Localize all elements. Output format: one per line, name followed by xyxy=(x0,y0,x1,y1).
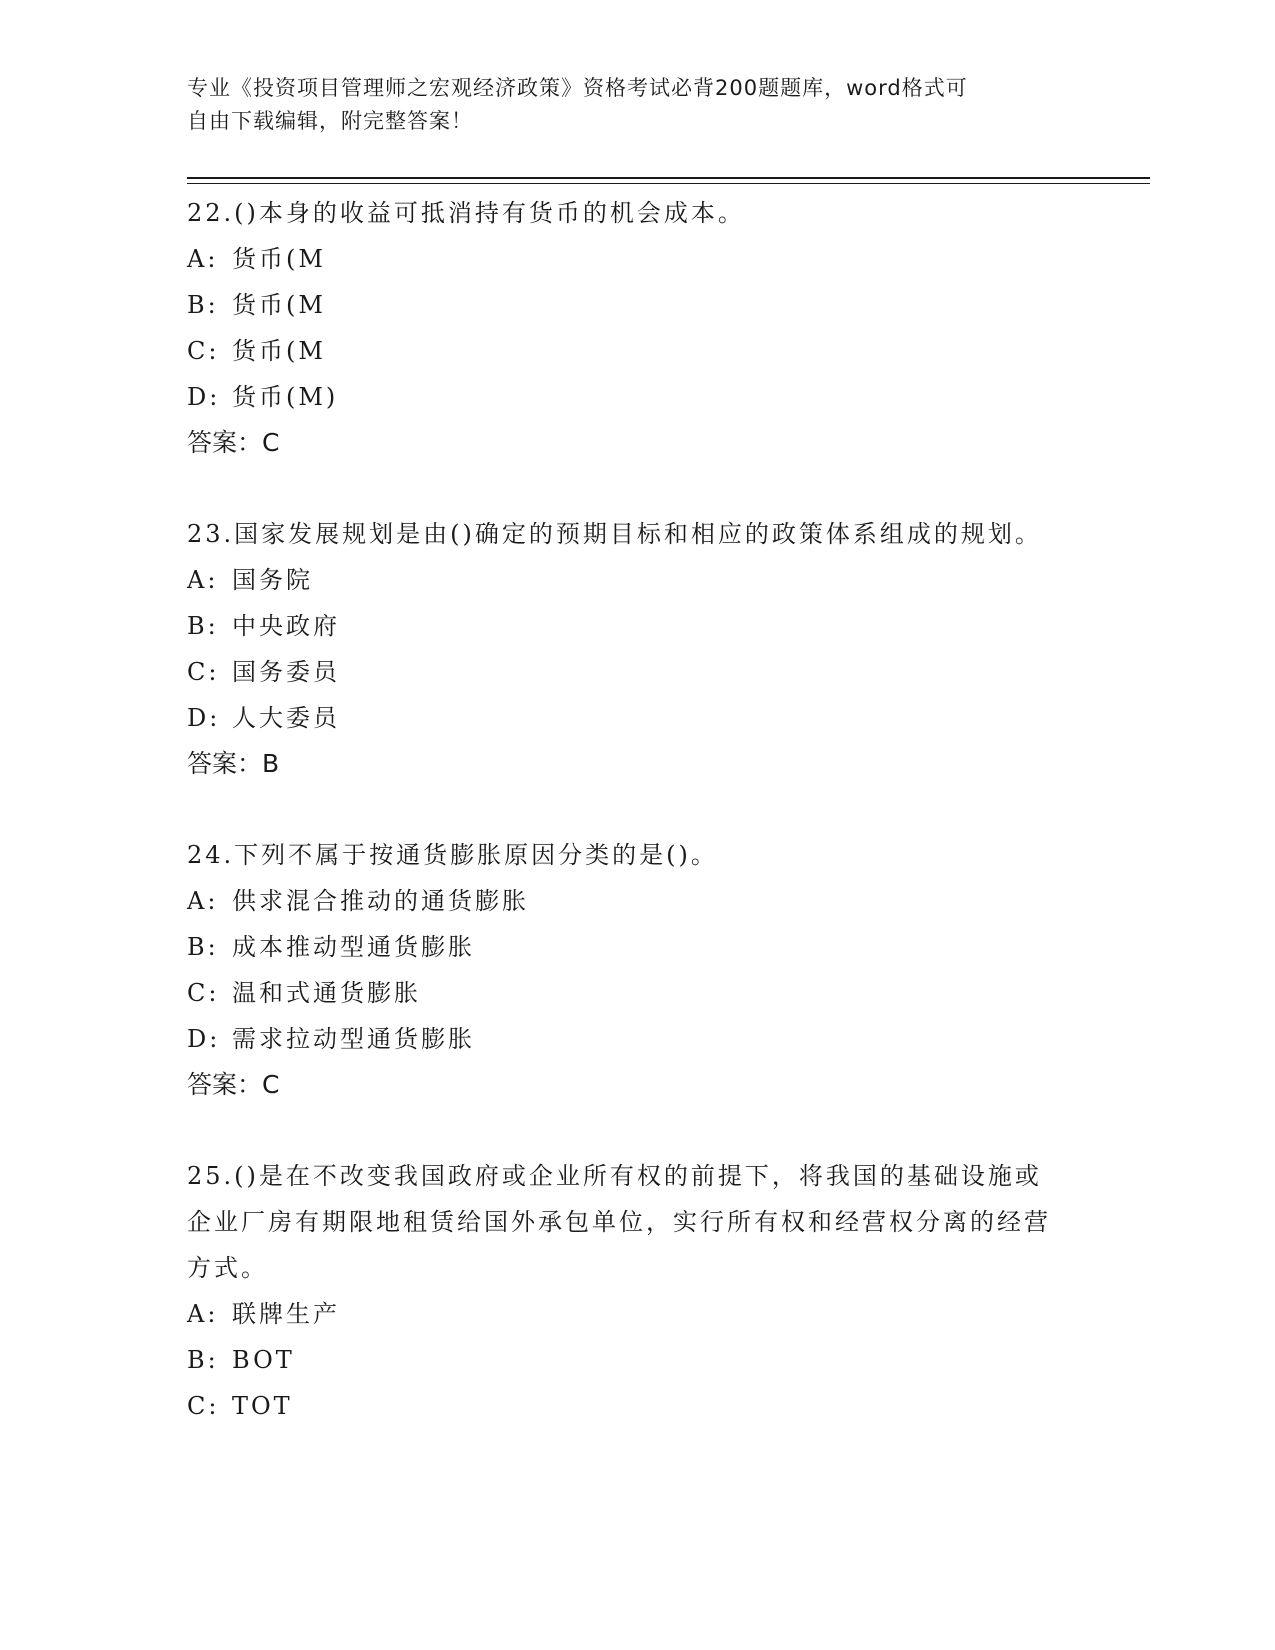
document-header xyxy=(187,72,1067,138)
question-list xyxy=(187,190,1067,1474)
option-text: 温和式通货膨胀 xyxy=(232,979,421,1007)
answer-line: 答案：B xyxy=(187,749,280,778)
header-line-2: 自由下载编辑，附完整答案！ xyxy=(187,109,473,133)
option-b xyxy=(187,924,1067,970)
question-text: 24.下列不属于按通货膨胀原因分类的是()。 xyxy=(187,841,718,869)
option-text: 供求混合推动的通货膨胀 xyxy=(232,887,529,915)
option-text: BOT xyxy=(232,1346,295,1374)
option-d xyxy=(187,374,1067,420)
question-22 xyxy=(187,190,1067,466)
question-text: 25.()是在不改变我国政府或企业所有权的前提下，将我国的基础设施或企业厂房有期限地租赁给国外承包单位，实行所有权和经营权分离的经营方式。 xyxy=(187,1162,1051,1282)
answer-line: 答案：C xyxy=(187,1070,280,1099)
option-letter: D: xyxy=(187,383,221,411)
option-d xyxy=(187,695,1067,741)
option-letter: C: xyxy=(187,658,220,686)
option-letter: C: xyxy=(187,337,220,365)
option-b xyxy=(187,1337,1067,1383)
question-25 xyxy=(187,1153,1067,1429)
option-text: 货币(M) xyxy=(232,383,339,411)
option-letter: B: xyxy=(187,291,219,319)
option-a xyxy=(187,236,1067,282)
question-text: 23.国家发展规划是由()确定的预期目标和相应的政策体系组成的规划。 xyxy=(187,520,1042,548)
option-text: 成本推动型通货膨胀 xyxy=(232,933,475,961)
answer-line: 答案：C xyxy=(187,428,280,457)
option-d xyxy=(187,1016,1067,1062)
option-letter: A: xyxy=(187,1300,219,1328)
option-a xyxy=(187,1291,1067,1337)
question-23 xyxy=(187,511,1067,787)
option-text: 国务委员 xyxy=(232,658,340,686)
option-c xyxy=(187,328,1067,374)
option-text: 人大委员 xyxy=(232,704,340,732)
option-text: 需求拉动型通货膨胀 xyxy=(232,1025,475,1053)
option-letter: C: xyxy=(187,979,220,1007)
header-divider-thick xyxy=(187,177,1150,179)
option-text: 国务院 xyxy=(232,566,313,594)
option-a xyxy=(187,557,1067,603)
option-text: 联牌生产 xyxy=(232,1300,340,1328)
option-b xyxy=(187,603,1067,649)
option-letter: A: xyxy=(187,245,219,273)
option-text: 货币(M xyxy=(232,291,326,319)
option-text: 中央政府 xyxy=(232,612,340,640)
option-letter: A: xyxy=(187,887,219,915)
question-24 xyxy=(187,832,1067,1108)
option-c xyxy=(187,1383,1067,1429)
option-letter: D: xyxy=(187,704,221,732)
option-c xyxy=(187,649,1067,695)
option-letter: A: xyxy=(187,566,219,594)
option-text: TOT xyxy=(232,1392,293,1420)
header-divider-thin xyxy=(187,183,1150,184)
option-text: 货币(M xyxy=(232,245,326,273)
option-letter: B: xyxy=(187,1346,219,1374)
option-letter: B: xyxy=(187,933,219,961)
option-letter: C: xyxy=(187,1392,220,1420)
option-letter: D: xyxy=(187,1025,221,1053)
question-text: 22.()本身的收益可抵消持有货币的机会成本。 xyxy=(187,199,745,227)
option-a xyxy=(187,878,1067,924)
header-line-1: 专业《投资项目管理师之宏观经济政策》资格考试必背200题题库，word格式可 xyxy=(187,76,968,100)
option-c xyxy=(187,970,1067,1016)
option-b xyxy=(187,282,1067,328)
option-text: 货币(M xyxy=(232,337,326,365)
option-letter: B: xyxy=(187,612,219,640)
